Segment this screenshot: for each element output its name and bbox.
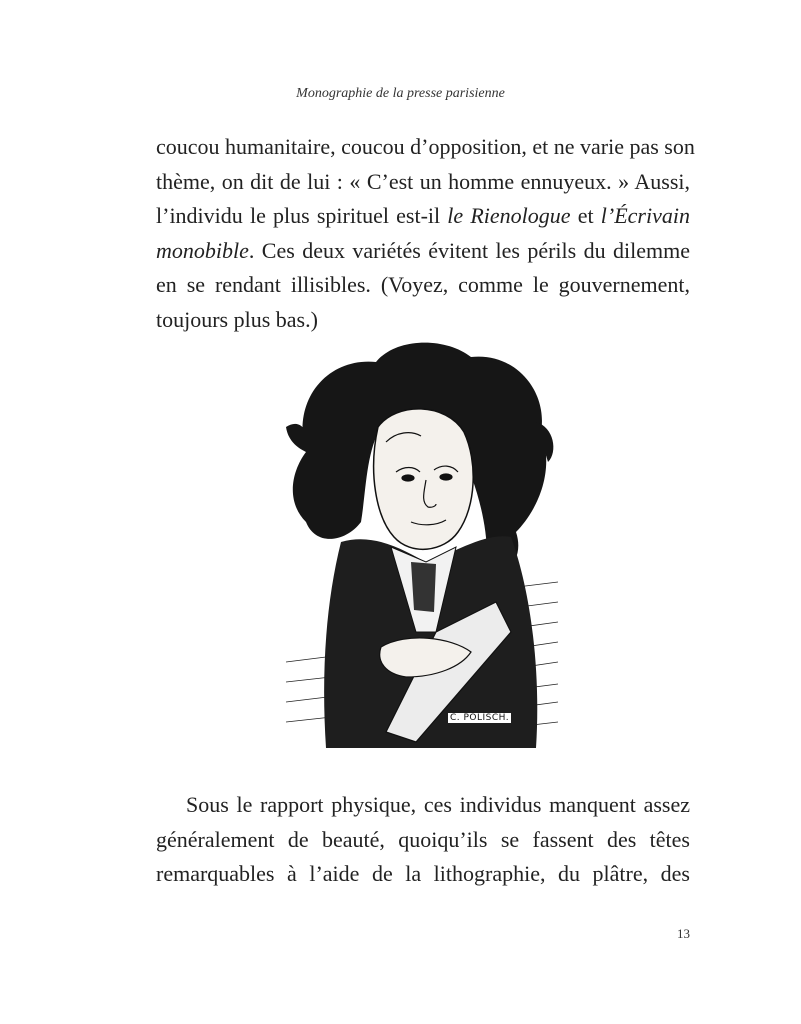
running-header: Monographie de la presse parisienne: [296, 86, 505, 101]
face-shape: [374, 409, 474, 549]
text-run: Sous le rapport physique, ces individus manquent assez: [186, 792, 690, 817]
text-line: en se rendant illisibles. (Voyez, comme le gouvernement,: [156, 272, 690, 297]
text-run: . Ces deux variétés évitent les périls du dilemme: [248, 237, 690, 263]
text-run: et: [570, 203, 601, 228]
text-line: généralement de beauté, quoiqu’ils se fassent des têtes: [156, 826, 690, 852]
text-line: coucou humanitaire, coucou d’opposition, et ne varie pas son: [156, 134, 695, 159]
text-line: [156, 199, 690, 234]
text-line: [156, 234, 690, 269]
paragraph-bottom: [156, 788, 690, 892]
page-number: 13: [677, 926, 690, 941]
paragraph-top: [156, 130, 695, 337]
italic-term-monobible: monobible: [156, 237, 249, 263]
italic-term-rienologue: le Rienologue: [447, 203, 571, 228]
text-run: l’individu le plus spirituel est-il: [156, 203, 448, 228]
text-line: remarquables à l’aide de la lithographie, du plâtre, des: [156, 861, 690, 886]
cravat-shape: [411, 562, 436, 612]
text-line: thème, on dit de lui : « C’est un homme ennuyeux. » Aussi,: [156, 168, 690, 194]
italic-term-ecrivain: l’Écrivain: [600, 203, 690, 228]
caricature-illustration: [286, 332, 558, 748]
text-line: toujours plus bas.): [156, 306, 318, 332]
text-line: [156, 788, 690, 823]
portrait-engraving: [286, 332, 558, 748]
artist-signature: C. POLISCH.: [450, 713, 510, 723]
